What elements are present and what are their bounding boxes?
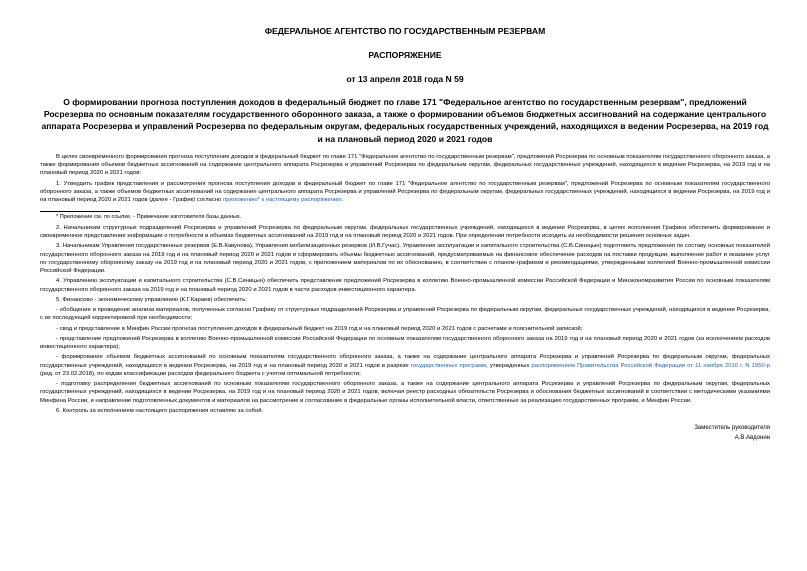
paragraph-2: 2. Начальникам структурных подразделений Росрезерва и управлений Росрезерва по федеральным округам, федеральных государственных учреждений, находящихся в ведении Росрезерва, в целях исполнения Графика обеспечить формирование и своевременное представление информации о потребности в объемах бюджетных ассигнований на 2019 год и на плановый период 2020 и 2021 годов. При определении потребности исходить из необходимости решения основных задач. (40, 224, 770, 240)
paragraph-5-item-e: - подготовку распределения бюджетных ассигнований по основным показателям государственного оборонного заказа, а также на содержание центрального аппарата Росрезерва и управлений Росрезерва по федеральным округам, федеральных государственных учреждений, находящихся в ведении Росрезерва, на 2019 год и на плановый период 2020 и 2021 годов, включая реестр расходных обязательств Росрезерва и обоснования бюджетных ассигнований в соответствии с методическими указаниями Минфина России, и направление подготовленных документов и материалов на рассмотрение и согласование в федеральные органы исполнительной власти, ответственные за реализацию государственных программ, и Минфин России. (40, 381, 770, 404)
paragraph-5-item-d (40, 353, 770, 378)
document-title: О формировании прогноза поступления доходов в федеральный бюджет по главе 171 "Федеральное агентство по государственным резервам", предложений Росрезерва по основным показателям государственного оборонного заказа, а также о формировании объемов бюджетных ассигнований на содержание центрального аппарата Росрезерва и управлений Росрезерва по федеральным округам, федеральных государственных учреждений, находящихся в ведении Росрезерва, на 2019 год и на плановый период 2020 и 2021 годов (41, 97, 769, 144)
signatory-name: А.В.Авдонин (734, 435, 770, 442)
paragraph-5: 5. Финансово - экономическому управлению (К.Г.Караев) обеспечить: (56, 296, 247, 303)
paragraph-5-item-d-text: - формирование объемов бюджетных ассигнований по основным показателям государственного оборонного заказа, а также на содержание центрального аппарата Росрезерва и управлений Росрезерва по федеральным округам, федеральных государственных учреждений, находящихся в ведении Росрезерва, на 2019 год и на плановый период 2020 и 2021 годов в разрезе (40, 354, 770, 369)
paragraph-4: 4. Управлению эксплуатации и капитального строительства (С.В.Синицын) обеспечить представление предложений Росрезерва в коллегию Военно-промышленной комиссии Российской Федерации и Минэкономразвития России по основным показателям государственного оборонного заказа на 2019 год и на плановый период 2020 и 2021 годов в части расходов инвестиционного характера. (40, 278, 770, 293)
paragraph-1-text: 1. Утвердить график представления и рассмотрения прогноза поступления доходов в федеральный бюджет по главе 171 "Федеральное агентство по государственным резервам", предложений Росрезерва по основным показателям государственного оборонного заказа, а также объемов бюджетных ассигнований на содержание центрального аппарата Росрезерва и управлений Росрезерва по федеральным округам, федеральных государственных учреждений, находящихся в ведении Росрезерва, на 2019 год и на плановый период 2020 и 2021 годов (далее - График) согласно (40, 180, 770, 204)
paragraph-6: 6. Контроль за исполнением настоящего распоряжения оставляю за собой. (56, 407, 264, 414)
document-page (40, 26, 770, 443)
paragraph-intro: В целях своевременного формирования прогноза поступления доходов в федеральный бюджет по главе 171 "Федеральное агентство по государственным резервам", предложений Росрезерва по основным показателям государственного оборонного заказа, а также формирования объемов бюджетных ассигнований на содержание центрального аппарата Росрезерва и управлений Росрезерва по федеральным округам, федеральных государственных учреждений, находящихся в ведении Росрезерва, на 2019 год и на плановый период 2020 и 2021 годов: (40, 153, 770, 177)
paragraph-3: 3. Начальникам Управления государственных резервов (Е.В.Кавунова), Управления мобилизационных резервов (И.В.Гучас), Управления эксплуатации и капитального строительства (С.В.Синицын) подготовить предложения по составу основных показателей государственного оборонного заказа на 2019 год и на плановый период 2020 и 2021 годов и сформировать объемы бюджетных ассигнований, предусматриваемых на финансовое обеспечение расходов на поставки продукции, выполнение работ и оказание услуг по государственному оборонному заказу на 2019 год и на плановый период 2020 и 2021 годов, с приложением материалов по их обоснованию, в соответствии с планом-графиком и рекомендациями, утвержденными коллегией Военно-промышленной комиссии Российской Федерации. (40, 243, 770, 275)
paragraph-1-end: . (341, 197, 344, 204)
paragraph-5-item-d-end: (ред. от 23.02.2018), по кодам классификации расходов федерального бюджета с учетом оптимальной потребности; (40, 370, 361, 377)
paragraph-5-item-a: - обобщение и проведение анализа материалов, полученных согласно Графику от структурных подразделений Росрезерва и управлений Росрезерва по федеральным округам, федеральных государственных учреждений, находящихся в ведении Росрезерва, с их последующей корректировкой при необходимости; (40, 307, 770, 322)
paragraph-1 (40, 180, 770, 205)
paragraph-5-item-b: - свод и представление в Минфин России прогноза поступления доходов в федеральный бюджет на 2019 год и на плановый период 2020 и 2021 годов с расчетами и пояснительной запиской; (56, 325, 583, 332)
signatory-position: Заместитель руководителя (694, 425, 770, 432)
paragraph-5-item-d-mid: , утвержденных (486, 362, 532, 369)
document-body (40, 153, 770, 415)
government-order-link[interactable]: распоряжением Правительства Российской Федерации от 11 ноября 2010 г. N 1950-р (531, 362, 771, 369)
agency-name: ФЕДЕРАЛЬНОЕ АГЕНТСТВО ПО ГОСУДАРСТВЕННЫМ РЕЗЕРВАМ (264, 26, 546, 36)
signature-block (40, 423, 770, 443)
document-type: РАСПОРЯЖЕНИЕ (368, 50, 442, 60)
footnote: * Приложение см. по ссылке. - Примечание изготовителя базы данных. (56, 214, 242, 221)
appendix-link[interactable]: приложению* к настоящему распоряжению (222, 197, 342, 204)
document-date-number: от 13 апреля 2018 года N 59 (346, 74, 464, 84)
state-programs-link[interactable]: государственных программ (410, 362, 487, 369)
footnote-separator (40, 211, 120, 212)
paragraph-5-item-c: - представление предложений Росрезерва в коллегию Военно-промышленной комиссии Российской Федерации по основным показателям государственного оборонного заказа на 2019 год и на плановый период 2020 и 2021 годов (за исключением расходов инвестиционного характера); (40, 335, 770, 351)
